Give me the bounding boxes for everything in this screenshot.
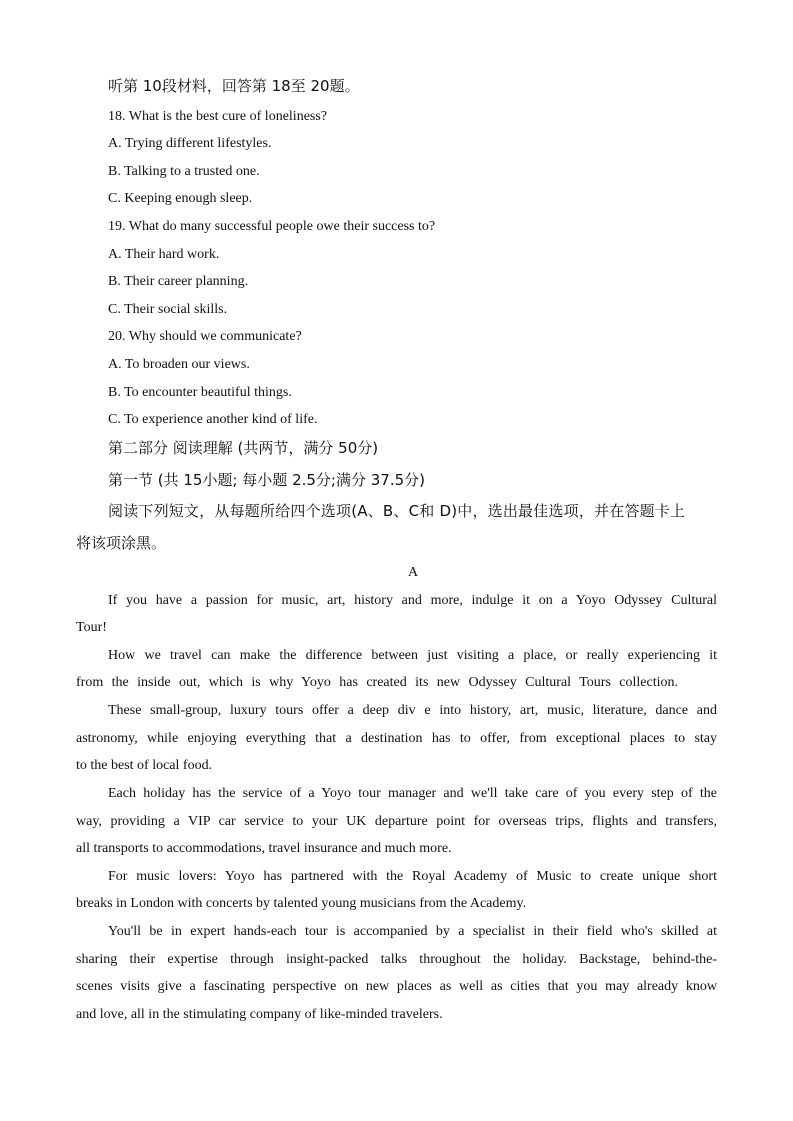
reading-instruction-line-1: 阅读下列短文，从每题所给四个选项(A、B、C和 D)中，选出最佳选项，并在答题卡上	[108, 502, 686, 520]
passage-line: If you have a passion for music, art, history and more, indulge it on a Yoyo Odyssey Cultural	[108, 593, 717, 608]
listening-instruction: 听第 10段材料，回答第 18至 20题。	[108, 77, 360, 95]
passage-line: and love, all in the stimulating company of like-minded travelers.	[76, 1007, 443, 1022]
reading-part-title: 第二部分 阅读理解 (共两节，满分 50分)	[108, 439, 379, 457]
question-19-option-c: C. Their social skills.	[108, 302, 228, 317]
passage-line: scenes visits give a fascinating perspective on new places as well as cities that you may already know	[76, 979, 717, 994]
passage-line: These small-group, luxury tours offer a deep div e into history, art, music, literature, dance and	[108, 703, 717, 718]
passage-line: For music lovers: Yoyo has partnered with the Royal Academy of Music to create unique short	[108, 869, 717, 884]
question-20-option-c: C. To experience another kind of life.	[108, 412, 318, 427]
reading-section-title: 第一节 (共 15小题; 每小题 2.5分;满分 37.5分)	[108, 471, 425, 489]
passage-line: Each holiday has the service of a Yoyo tour manager and we'll take care of you every step of the	[108, 786, 717, 801]
question-20-option-a: A. To broaden our views.	[108, 357, 250, 372]
passage-line: way, providing a VIP car service to your UK departure point for overseas trips, flights and transfers,	[76, 814, 717, 829]
question-19-stem: 19. What do many successful people owe their success to?	[108, 219, 436, 234]
passage-line: astronomy, while enjoying everything that a destination has to offer, from exceptional places to stay	[76, 731, 717, 746]
passage-line: breaks in London with concerts by talented young musicians from the Academy.	[76, 896, 527, 911]
reading-instruction-line-2: 将该项涂黑。	[76, 534, 167, 552]
question-19-option-a: A. Their hard work.	[108, 247, 220, 262]
passage-line: sharing their expertise through insight-packed talks throughout the holiday. Backstage, behind-the-	[76, 952, 717, 967]
passage-label: A	[407, 565, 419, 580]
question-18-option-b: B. Talking to a trusted one.	[108, 164, 260, 179]
question-18-stem: 18. What is the best cure of loneliness?	[108, 109, 328, 124]
passage-line: You'll be in expert hands-each tour is accompanied by a specialist in their field who's skilled at	[108, 924, 717, 939]
passage-line: Tour!	[76, 620, 107, 635]
question-19-option-b: B. Their career planning.	[108, 274, 249, 289]
passage-line: from the inside out, which is why Yoyo has created its new Odyssey Cultural Tours collection.	[76, 675, 678, 690]
question-20-option-b: B. To encounter beautiful things.	[108, 385, 292, 400]
passage-line: How we travel can make the difference between just visiting a place, or really experiencing it	[108, 648, 717, 663]
passage-line: all transports to accommodations, travel insurance and much more.	[76, 841, 452, 856]
question-20-stem: 20. Why should we communicate?	[108, 329, 302, 344]
passage-line: to the best of local food.	[76, 758, 213, 773]
question-18-option-c: C. Keeping enough sleep.	[108, 191, 253, 206]
question-18-option-a: A. Trying different lifestyles.	[108, 136, 272, 151]
